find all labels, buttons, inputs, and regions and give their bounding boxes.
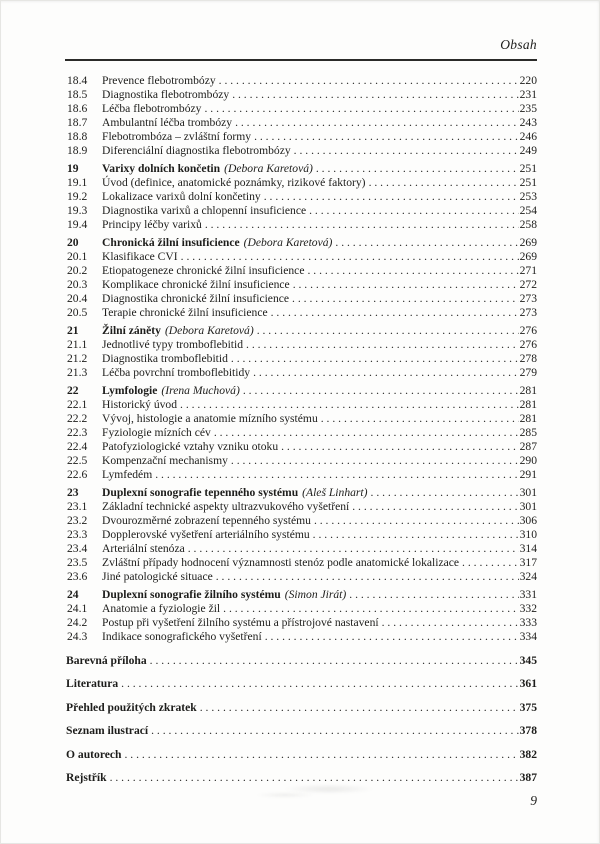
toc-entry-title (102, 102, 201, 116)
toc-entry-title (102, 602, 220, 616)
toc-entry-author: (Debora Karetová) (224, 162, 313, 175)
toc-entry-title (102, 528, 310, 542)
toc-entry-number: 19.1 (67, 176, 88, 189)
toc-entry-author: (Debora Karetová) (164, 324, 254, 337)
toc-entry (65, 264, 537, 278)
toc-entry (65, 236, 537, 250)
toc-entry (65, 630, 537, 644)
toc-entry-page: 345 (519, 653, 537, 667)
dot-leader (321, 412, 519, 426)
toc-entry-title (65, 748, 122, 762)
dot-leader (307, 264, 518, 278)
toc-entry-title (102, 292, 289, 306)
toc-entry-title (102, 616, 379, 630)
toc-entry-title (65, 724, 148, 738)
toc-entry-number: 22.6 (67, 468, 88, 481)
dot-leader (204, 102, 518, 116)
toc-entry (65, 440, 537, 454)
toc-entry-number: 19.2 (67, 190, 88, 203)
toc-entry-number: 24.1 (67, 602, 88, 615)
toc-entry-number: 24.2 (67, 616, 88, 629)
dot-leader (110, 771, 519, 785)
toc-entry (65, 306, 537, 320)
toc-entry-number: 24 (67, 588, 79, 601)
toc-entry-title (102, 588, 346, 602)
toc-entry-number: 22.3 (67, 426, 88, 439)
toc-entry-page: 314 (519, 542, 537, 555)
toc-entry-title-text: Terapie chronické žilní insuficience (102, 306, 268, 319)
toc-entry-number: 19.4 (67, 218, 88, 231)
toc-entry-number: 21.3 (67, 366, 88, 379)
toc-entry-page: 253 (519, 190, 537, 203)
dot-leader (150, 654, 519, 668)
toc-entry (65, 542, 537, 556)
toc-entry-title (102, 306, 268, 320)
toc-entry-number: 22.2 (67, 412, 88, 425)
toc-entry-number: 22 (67, 384, 79, 397)
toc-entry-title-text: Flebotrombóza – zvláštní formy (102, 130, 252, 143)
toc-entry-title (102, 542, 185, 556)
toc-entry-page: 324 (519, 570, 537, 583)
toc-entry-title-text: Úvod (definice, anatomické poznámky, rizikové faktory) (102, 176, 366, 189)
toc-entry-page: 251 (519, 162, 537, 175)
toc-entry-title (102, 264, 304, 278)
toc-entry (65, 102, 537, 116)
toc-entry-title (102, 366, 250, 380)
toc-entry-title (102, 250, 178, 264)
toc-entry (65, 162, 537, 176)
toc-entry (65, 144, 537, 158)
toc-entry-title-text: Jiné patologické situace (102, 570, 213, 583)
toc-entry (65, 556, 537, 570)
toc-entry-page: 269 (519, 250, 537, 263)
toc-entry-title (65, 654, 147, 668)
toc-entry-title-text: Seznam ilustrací (66, 724, 149, 737)
dot-leader (313, 528, 519, 542)
toc-entry-page: 254 (519, 204, 537, 217)
toc-entry-title (102, 352, 228, 366)
dot-leader (371, 486, 519, 500)
toc-entry-number: 19.3 (67, 204, 88, 217)
toc-entry-page: 285 (519, 426, 537, 439)
running-header-label: Obsah (500, 37, 537, 52)
dot-leader (257, 324, 519, 338)
toc-entry (65, 602, 537, 616)
toc-entry-title (102, 176, 366, 190)
toc-entry-page: 378 (519, 724, 537, 737)
toc-entry-title (102, 556, 459, 570)
toc-entry (65, 588, 537, 602)
toc-entry-page: 235 (519, 102, 537, 115)
toc-entry (65, 468, 537, 482)
toc-entry-title (102, 236, 332, 250)
toc-entry-number: 22.5 (67, 454, 88, 467)
toc-entry-page: 271 (519, 264, 537, 277)
running-header (65, 36, 537, 54)
toc-entry-page: 375 (519, 700, 537, 714)
toc-entry (65, 570, 537, 584)
toc-entry-title (65, 771, 107, 785)
toc-entry (65, 616, 537, 630)
toc-entry (65, 514, 537, 528)
dot-leader (264, 190, 519, 204)
page-number: 9 (530, 793, 537, 808)
toc-entry-number: 20.1 (67, 250, 88, 263)
toc-entry-title (102, 440, 278, 454)
toc-entry (65, 292, 537, 306)
toc-entry (65, 74, 537, 88)
toc-entry-title (65, 677, 118, 691)
dot-leader (188, 542, 519, 556)
toc-entry (65, 338, 537, 352)
toc-entry-number: 23 (67, 486, 79, 499)
dot-leader (254, 130, 519, 144)
toc-list (65, 74, 537, 785)
dot-leader (200, 701, 519, 715)
toc-entry (65, 748, 537, 762)
dot-leader (281, 440, 518, 454)
toc-entry-title (102, 426, 211, 440)
toc-entry-number: 18.7 (67, 116, 88, 129)
dot-leader (155, 468, 518, 482)
toc-entry-title (102, 74, 216, 88)
dot-leader (232, 88, 518, 102)
toc-entry-page: 276 (519, 338, 537, 351)
toc-entry-number: 23.5 (67, 556, 88, 569)
toc-entry-page: 279 (519, 366, 537, 379)
toc-entry-title (102, 486, 368, 500)
dot-leader (294, 144, 519, 158)
toc-entry-page: 231 (519, 88, 537, 101)
toc-entry-page: 269 (519, 236, 537, 249)
toc-entry (65, 176, 537, 190)
toc-entry (65, 250, 537, 264)
toc-entry-author: (Simon Jirát) (284, 588, 347, 601)
dot-leader (219, 74, 519, 88)
toc-entry-title-text: Komplikace chronické žilní insuficience (102, 278, 290, 291)
toc-entry-title-text: Dopplerovské vyšetření arteriálního systému (102, 528, 310, 541)
dot-leader (293, 278, 519, 292)
dot-leader (352, 500, 518, 514)
toc-entry-page: 272 (519, 278, 537, 291)
toc-entry-title-text: Etiopatogeneze chronické žilní insuficience (102, 264, 305, 277)
toc-entry-title (102, 384, 240, 398)
toc-entry-page: 273 (519, 306, 537, 319)
toc-entry-title (102, 412, 318, 426)
toc-entry (65, 771, 537, 785)
toc-entry (65, 278, 537, 292)
dot-leader (125, 748, 519, 762)
toc-entry-page: 382 (519, 747, 537, 761)
toc-entry-title (102, 570, 213, 584)
dot-leader (121, 677, 518, 691)
toc-entry-number: 23.1 (67, 500, 88, 513)
toc-entry-title (102, 204, 306, 218)
toc-entry-title-text: Diferenciální diagnostika flebotrombózy (102, 144, 291, 157)
toc-entry-number: 22.1 (67, 398, 88, 411)
toc-entry-title-text: Duplexní sonografie tepenného systému (102, 486, 299, 499)
toc-entry-title (102, 454, 228, 468)
toc-entry-page: 291 (519, 468, 537, 481)
toc-entry-title-text: Chronická žilní insuficience (102, 236, 240, 249)
toc-entry-number: 23.2 (67, 514, 88, 527)
toc-entry-title-text: Kompenzační mechanismy (102, 454, 228, 467)
dot-leader (309, 204, 518, 218)
toc-entry-number: 18.6 (67, 102, 88, 115)
toc-entry-page: 281 (519, 384, 537, 397)
toc-entry-number: 21 (67, 324, 79, 337)
toc-entry-title (102, 116, 232, 130)
toc-entry-title-text: Klasifikace CVI (102, 250, 178, 263)
toc-entry-title-text: Indikace sonografického vyšetření (102, 630, 262, 643)
toc-entry-number: 20.2 (67, 264, 88, 277)
toc-entry-title-text: Diagnostika chronické žilní insuficience (102, 292, 290, 305)
toc-entry-number: 21.2 (67, 352, 88, 365)
toc-entry-page: 332 (519, 602, 537, 615)
toc-entry (65, 324, 537, 338)
dot-leader (369, 176, 519, 190)
toc-entry (65, 412, 537, 426)
toc-entry-page: 334 (519, 630, 537, 643)
toc-entry-number: 20.3 (67, 278, 88, 291)
toc-entry (65, 454, 537, 468)
toc-entry-title (102, 630, 262, 644)
toc-entry-page: 290 (519, 454, 537, 467)
toc-entry-title-text: Postup při vyšetření žilního systému a přístrojové nastavení (102, 616, 379, 629)
toc-entry-title-text: Barevná příloha (66, 653, 147, 667)
toc-entry (65, 352, 537, 366)
toc-entry-title (102, 398, 177, 412)
dot-leader (314, 514, 519, 528)
toc-entry-number: 20.4 (67, 292, 88, 305)
dot-leader (180, 398, 519, 412)
toc-entry (65, 528, 537, 542)
toc-entry-page: 276 (519, 324, 537, 337)
toc-entry-title-text: Historický úvod (102, 398, 178, 411)
toc-entry-title-text: Diagnostika tromboflebitid (102, 352, 228, 365)
toc-entry (65, 398, 537, 412)
toc-entry-page: 333 (519, 616, 537, 629)
toc-entry (65, 366, 537, 380)
toc-entry (65, 500, 537, 514)
toc-entry-page: 278 (519, 352, 537, 365)
scan-smudge (255, 792, 315, 798)
toc-entry (65, 88, 537, 102)
toc-entry (65, 724, 537, 738)
toc-entry-page: 301 (519, 486, 537, 499)
toc-entry-title-text: Léčba flebotrombózy (102, 102, 202, 115)
dot-leader (231, 454, 519, 468)
dot-leader (243, 384, 519, 398)
toc-entry-page: 281 (519, 412, 537, 425)
toc-entry (65, 701, 537, 715)
toc-entry-page: 220 (519, 74, 537, 87)
toc-entry-page: 361 (519, 677, 537, 690)
toc-entry-title (65, 701, 197, 715)
toc-entry-number: 22.4 (67, 440, 88, 453)
toc-entry-page: 281 (519, 398, 537, 411)
toc-entry (65, 204, 537, 218)
dot-leader (223, 602, 518, 616)
toc-entry-page: 258 (519, 218, 537, 231)
toc-entry-title-text: Diagnostika varixů a chlopenní insuficience (102, 204, 307, 217)
toc-entry-title-text: Principy léčby varixů (102, 218, 202, 231)
toc-entry-title-text: Literatura (66, 677, 119, 690)
toc-entry-author: (Aleš Linhart) (302, 486, 368, 499)
toc-entry-title-text: Jednotlivé typy tromboflebitid (102, 338, 244, 351)
toc-entry-title-text: Lymfedém (102, 468, 153, 481)
toc-entry-title (102, 88, 229, 102)
toc-entry-number: 23.3 (67, 528, 88, 541)
toc-entry-title-text: Léčba povrchní tromboflebitidy (102, 366, 251, 379)
toc-entry-number: 23.4 (67, 542, 88, 555)
toc-entry-author: (Irena Muchová) (161, 384, 240, 397)
toc-entry-page: 301 (519, 500, 537, 513)
dot-leader (462, 556, 519, 570)
toc-entry-page: 251 (519, 176, 537, 189)
dot-leader (205, 218, 519, 232)
dot-leader (235, 116, 519, 130)
dot-leader (382, 616, 519, 630)
dot-leader (271, 306, 519, 320)
dot-leader (253, 366, 519, 380)
toc-entry-page: 387 (519, 771, 537, 784)
toc-entry-title (102, 338, 243, 352)
toc-entry-title-text: Diagnostika flebotrombózy (102, 88, 230, 101)
toc-entry-number: 18.5 (67, 88, 88, 101)
dot-leader (231, 352, 519, 366)
toc-entry (65, 130, 537, 144)
toc-entry-title-text: Lokalizace varixů dolní končetiny (102, 190, 261, 203)
toc-entry-title-text: Zvláštní případy hodnocení významnosti stenóz podle anatomické lokalizace (102, 556, 460, 569)
toc-entry-page: 246 (519, 130, 537, 143)
toc-entry-title-text: Patofyziologické vztahy vzniku otoku (102, 440, 279, 453)
toc-entry-number: 23.6 (67, 570, 88, 583)
toc-entry-title (102, 500, 349, 514)
toc-entry-number: 20.5 (67, 306, 88, 319)
toc-entry (65, 218, 537, 232)
toc-entry-title (102, 468, 152, 482)
dot-leader (246, 338, 519, 352)
toc-entry-title (102, 514, 311, 528)
toc-entry-title-text: Lymfologie (102, 384, 158, 397)
toc-entry-title-text: Arteriální stenóza (102, 542, 185, 555)
toc-entry (65, 384, 537, 398)
toc-entry-title (102, 190, 261, 204)
toc-entry-number: 18.9 (67, 144, 88, 157)
toc-entry (65, 677, 537, 691)
toc-entry-title-text: Ambulantní léčba trombózy (102, 116, 233, 129)
dot-leader (181, 250, 519, 264)
toc-entry (65, 190, 537, 204)
toc-entry-title (102, 144, 291, 158)
toc-entry-page: 306 (519, 514, 537, 527)
toc-entry-number: 19 (67, 162, 79, 175)
toc-entry-title-text: Anatomie a fyziologie žil (102, 602, 221, 615)
page-content (65, 0, 537, 785)
dot-leader (216, 570, 519, 584)
toc-entry-page: 310 (519, 528, 537, 541)
toc-entry (65, 654, 537, 668)
header-rule (65, 59, 537, 61)
toc-entry-title-text: Duplexní sonografie žilního systému (102, 588, 281, 601)
toc-entry-page: 331 (519, 588, 537, 601)
toc-entry-title-text: Dvourozměrné zobrazení tepenného systému (102, 514, 311, 527)
toc-entry-title-text: Varixy dolních končetin (102, 162, 221, 175)
toc-entry-page: 243 (519, 116, 537, 129)
dot-leader (265, 630, 519, 644)
dot-leader (214, 426, 519, 440)
toc-entry-number: 20 (67, 236, 79, 249)
toc-entry-title-text: Základní technické aspekty ultrazvukového vyšetření (102, 500, 350, 513)
toc-entry-page: 317 (519, 556, 537, 569)
toc-entry-title-text: Prevence flebotrombózy (102, 74, 216, 87)
toc-entry (65, 426, 537, 440)
toc-entry-title (102, 278, 290, 292)
dot-leader (349, 588, 518, 602)
dot-leader (316, 162, 519, 176)
toc-entry-number: 21.1 (67, 338, 88, 351)
toc-entry-title (102, 130, 251, 144)
toc-entry-number: 18.8 (67, 130, 88, 143)
toc-entry-title (102, 324, 254, 338)
toc-entry-number: 24.3 (67, 630, 88, 643)
dot-leader (151, 724, 518, 738)
toc-entry-title-text: Vývoj, histologie a anatomie mízního systému (102, 412, 318, 425)
toc-entry (65, 486, 537, 500)
toc-entry-title-text: Přehled použitých zkratek (66, 700, 197, 714)
toc-entry-author: (Debora Karetová) (243, 236, 333, 249)
toc-entry-title-text: Fyziologie mízních cév (102, 426, 211, 439)
toc-entry-title-text: O autorech (66, 747, 122, 761)
toc-entry-page: 273 (519, 292, 537, 305)
toc-entry-page: 249 (519, 144, 537, 157)
toc-entry-number: 18.4 (67, 74, 88, 87)
dot-leader (335, 236, 518, 250)
dot-leader (292, 292, 519, 306)
toc-entry-page: 287 (519, 440, 537, 453)
toc-entry-title (102, 218, 202, 232)
toc-entry-title-text: Žilní záněty (102, 324, 161, 337)
toc-entry-title (102, 162, 313, 176)
toc-entry (65, 116, 537, 130)
toc-entry-title-text: Rejstřík (66, 771, 107, 784)
